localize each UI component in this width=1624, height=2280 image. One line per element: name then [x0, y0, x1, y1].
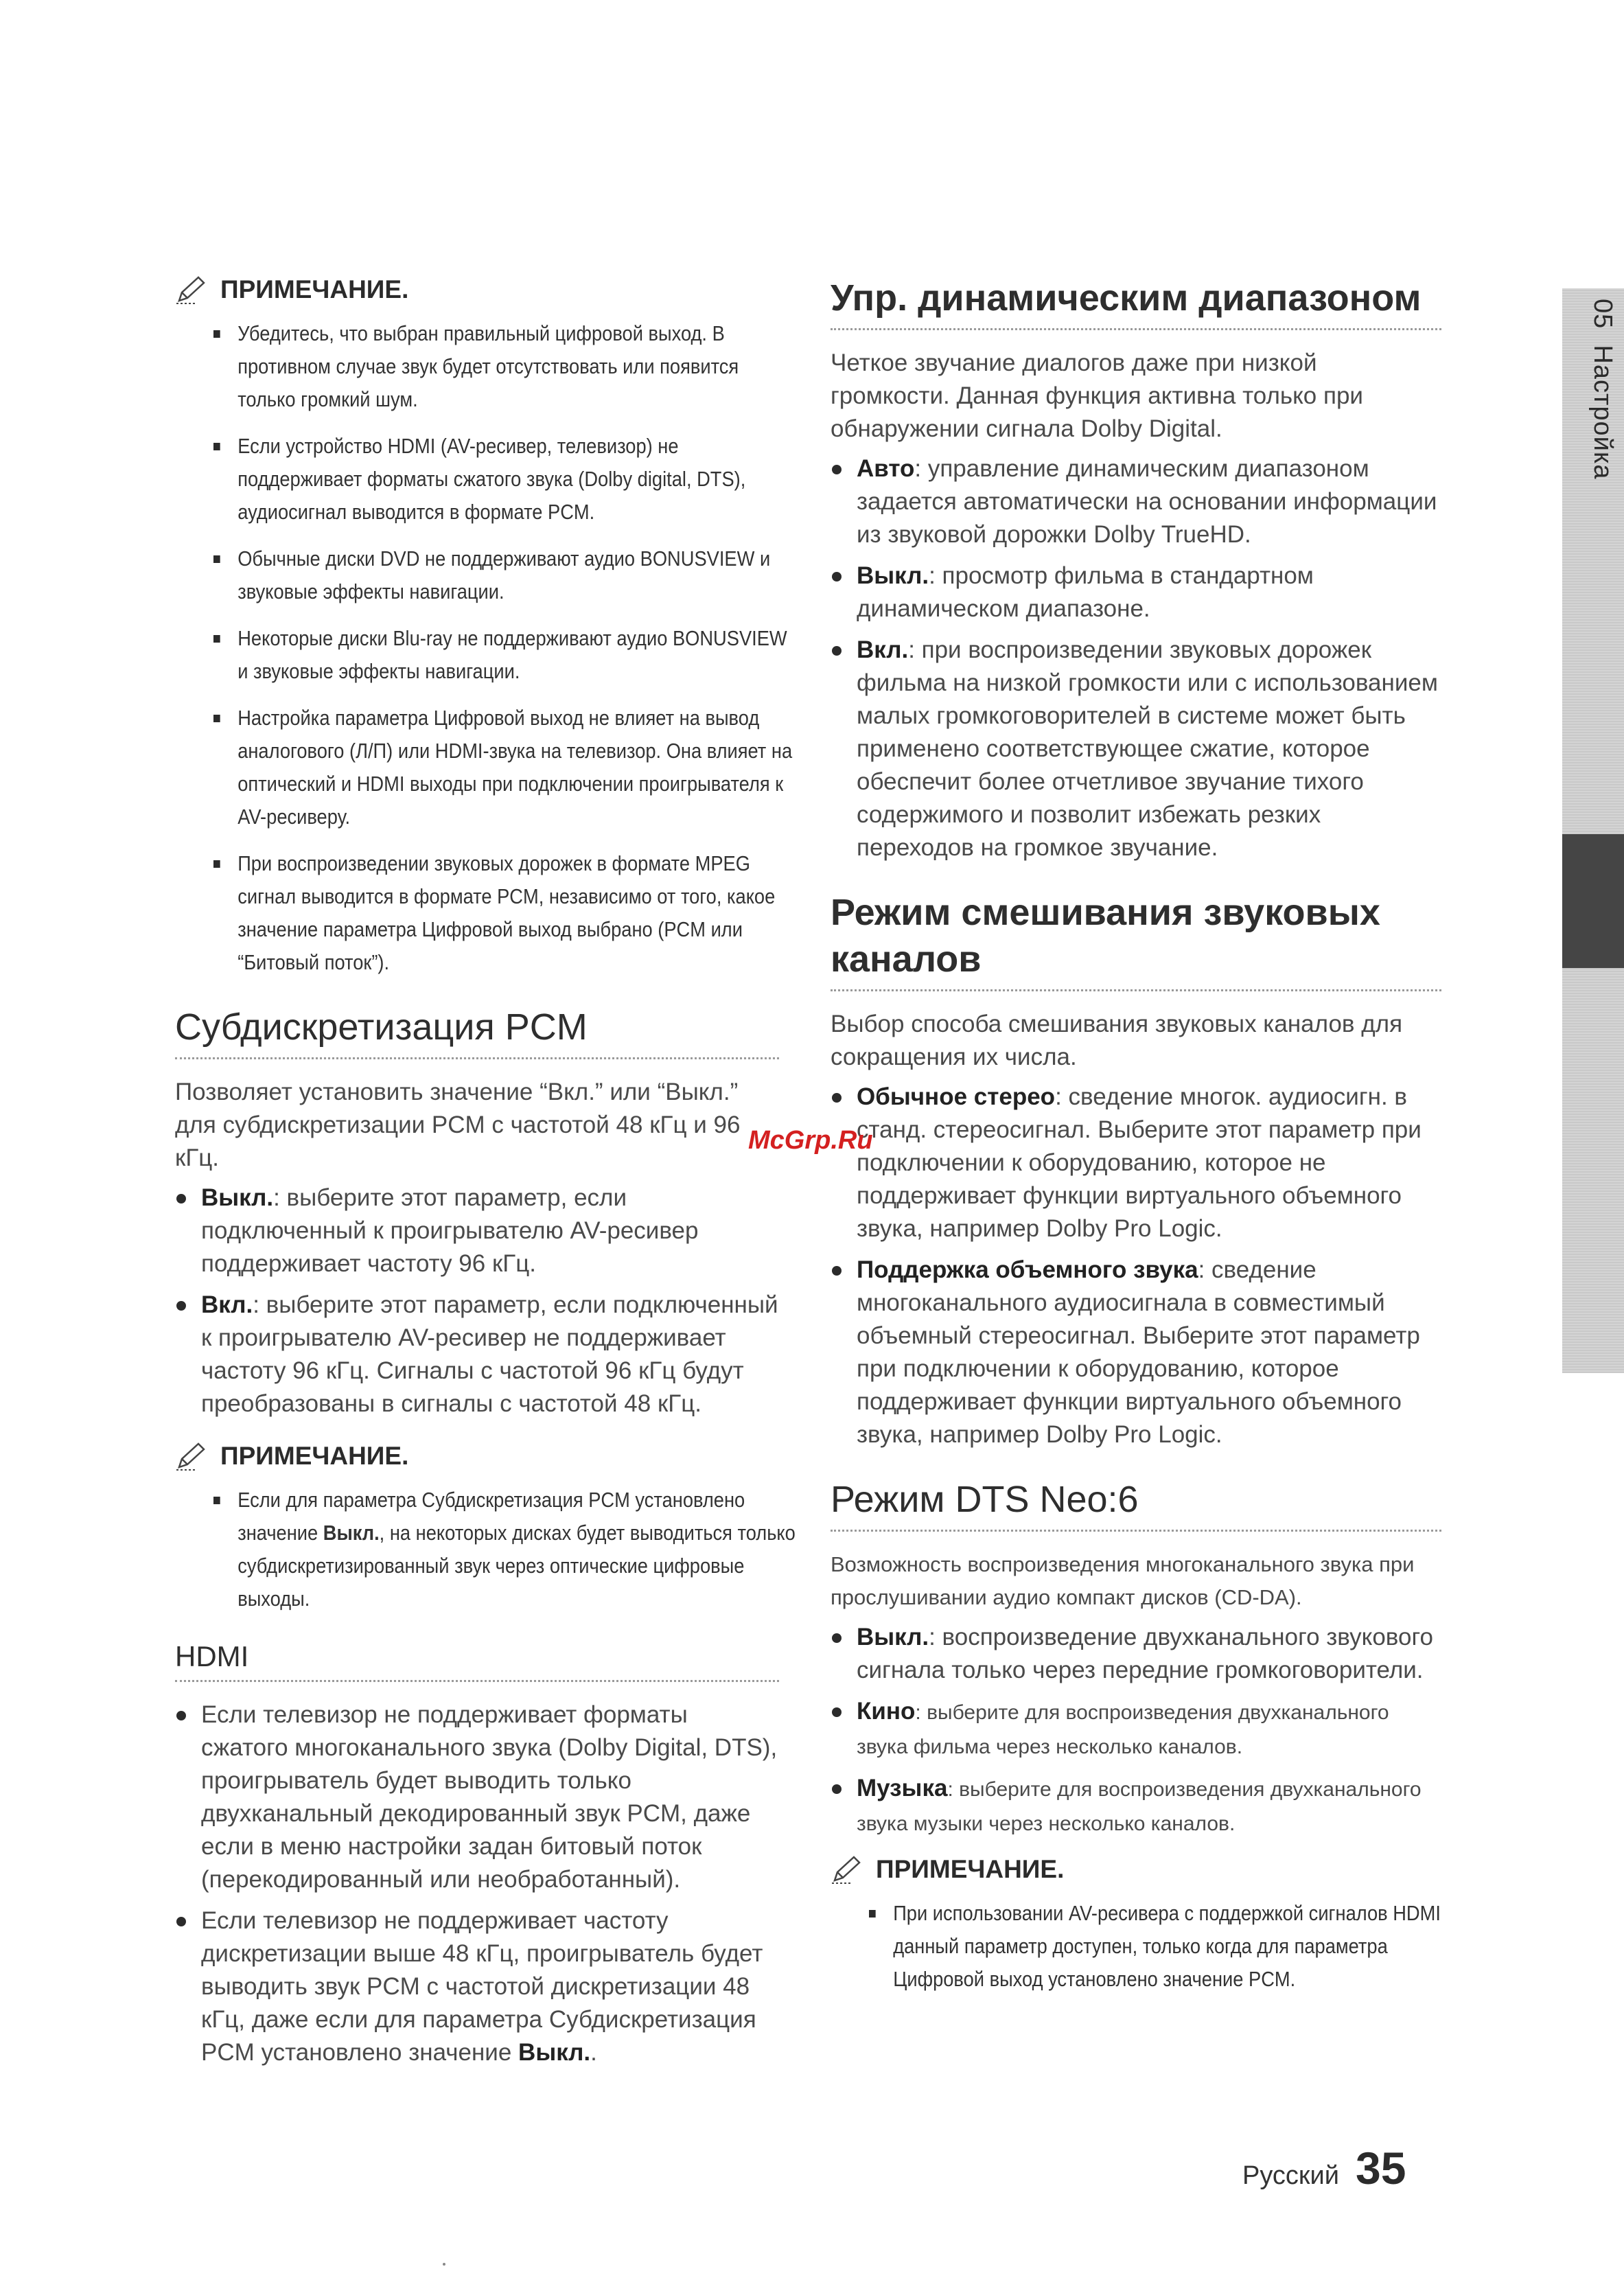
note-item: Настройка параметра Цифровой выход не влияет на вывод аналогового (Л/П) или HDMI-звука на телевизор. Она влияет на оптический и HDMI выходы при подключении проигрывателя к AV-ресиверу. — [213, 702, 800, 833]
left-column — [175, 275, 796, 2077]
pencil-note-icon — [831, 1854, 863, 1885]
note-heading: ПРИМЕЧАНИЕ. — [831, 1854, 1441, 1885]
option-item: Авто: управление динамическим диапазоном задается автоматически на основании информации из звуковой дорожки Dolby TrueHD. — [831, 452, 1441, 551]
note-list — [213, 317, 793, 979]
chapter-side-label — [1569, 299, 1617, 479]
section-intro: Возможность воспроизведения многоканального звука при прослушивании аудио компакт дисков (CD-DA). — [831, 1552, 1415, 1609]
chapter-number: 05 — [1588, 299, 1617, 330]
section-divider — [175, 1057, 779, 1059]
section-intro: Выбор способа смешивания звуковых каналов для сокращения их числа. — [831, 1011, 1403, 1070]
right-column — [831, 275, 1441, 2010]
note-item: Если для параметра Субдискретизация PCM установлено значение Выкл., на некоторых дисках будет выводиться только субдискретизированный звук через оптические цифровые выходы. — [213, 1484, 800, 1615]
pencil-note-icon — [175, 275, 208, 305]
chapter-title: Настройка — [1588, 345, 1617, 480]
option-list — [831, 452, 1441, 864]
option-item: Поддержка объемного звука: сведение многоканального аудиосигнала в совместимый объемный стереосигнал. Выберите этот параметр при подключении к оборудованию, которое поддерживает функции виртуального объемного звука, например Dolby Pro Logic. — [831, 1254, 1441, 1451]
section-title-downmix: Режим смешивания звуковых каналов — [831, 892, 1380, 980]
note-heading: ПРИМЕЧАНИЕ. — [175, 275, 779, 305]
note-item: Обычные диски DVD не поддерживают аудио BONUSVIEW и звуковые эффекты навигации. — [213, 542, 800, 608]
option-item: Выкл.: просмотр фильма в стандартном динамическом диапазоне. — [831, 560, 1441, 625]
option-item: Обычное стерео: сведение многок. аудиосигн. в станд. стереосигнал. Выберите этот параметр при подключении к оборудованию, которое не поддерживает функции виртуального объемного звука, например Dolby Pro Logic. — [831, 1081, 1441, 1245]
hdmi-item: Если телевизор не поддерживает частоту дискретизации выше 48 кГц, проигрыватель будет выводить звук PCM с частотой дискретизации 48 кГц, даже если для параметра Субдискретизация PCM установлено значение Выкл.. — [175, 1904, 779, 2069]
note-heading: ПРИМЕЧАНИЕ. — [175, 1441, 779, 1471]
print-dot — [443, 2263, 445, 2266]
section-intro: Позволяет установить значение “Вкл.” или “Выкл.” для субдискретизации PCM с частотой 48 кГц и 96 кГц. — [175, 1079, 741, 1171]
note-item: Некоторые диски Blu-ray не поддерживают аудио BONUSVIEW и звуковые эффекты навигации. — [213, 622, 800, 688]
chapter-side-marker — [1562, 834, 1624, 968]
option-item: Вкл.: выберите этот параметр, если подключенный к проигрывателю AV-ресивер не поддерживает частоту 96 кГц. Сигналы с частотой 96 кГц будут преобразованы в сигналы с частотой 48 кГц. — [175, 1289, 779, 1420]
note-item: Убедитесь, что выбран правильный цифровой выход. В противном случае звук будет отсутствовать или появится только громкий шум. — [213, 317, 800, 416]
note-item: При использовании AV-ресивера с поддержкой сигналов HDMI данный параметр доступен, только когда для параметра Цифровой выход установлено значение PCM. — [869, 1897, 1463, 1996]
section-intro: Четкое звучание диалогов даже при низкой громкости. Данная функция активна только при обнаружении сигнала Dolby Digital. — [831, 349, 1363, 442]
option-list — [175, 1182, 779, 1420]
hdmi-item: Если телевизор не поддерживает форматы сжатого многоканального звука (Dolby Digital, DTS), проигрыватель будет выводить только двухканальный декодированный звук PCM, даже если в меню настройки задан битовый поток (перекодированный или необработанный). — [175, 1699, 779, 1896]
option-item: Вкл.: при воспроизведении звуковых дорожек фильма на низкой громкости или с использованием малых громкоговорителей в системе может быть применено соответствующее сжатие, которое обеспечит более отчетливое звучание тихого содержимого и позволит избежать резких переходов на громкое звучание. — [831, 634, 1441, 864]
option-item: Кино: выберите для воспроизведения двухканального звука фильма через несколько каналов. — [831, 1695, 1441, 1764]
section-divider — [831, 328, 1441, 330]
watermark-text: McGrp.Ru — [748, 1126, 873, 1155]
option-item: Выкл.: выберите этот параметр, если подключенный к проигрывателю AV-ресивер поддерживает частоту 96 кГц. — [175, 1182, 779, 1280]
page-footer — [1242, 2142, 1406, 2194]
pencil-note-icon — [175, 1441, 208, 1471]
option-item: Выкл.: воспроизведение двухканального звукового сигнала только через передние громкоговорители. — [831, 1621, 1441, 1687]
section-title-hdmi: HDMI — [175, 1640, 249, 1672]
section-divider — [175, 1680, 779, 1682]
option-list — [831, 1081, 1441, 1451]
note-item: Если устройство HDMI (AV-ресивер, телевизор) не поддерживает форматы сжатого звука (Dolby digital, DTS), аудиосигнал выводится в формате PCM. — [213, 430, 800, 529]
section-title-pcm: Субдискретизация PCM — [175, 1006, 588, 1048]
note-list — [213, 1484, 796, 1615]
section-title-drc: Упр. динамическим диапазоном — [831, 277, 1422, 319]
hdmi-list — [175, 1699, 779, 2069]
section-divider — [831, 1530, 1441, 1532]
option-list — [831, 1621, 1441, 1841]
page-number: 35 — [1356, 2143, 1406, 2193]
note-item: При воспроизведении звуковых дорожек в формате MPEG сигнал выводится в формате PCM, независимо от того, какое значение параметра Цифровой выход выбрано (PCM или “Битовый поток”). — [213, 847, 800, 979]
page-language: Русский — [1242, 2161, 1339, 2190]
section-title-dts: Режим DTS Neo:6 — [831, 1479, 1139, 1520]
section-divider — [831, 989, 1441, 991]
note-list — [869, 1897, 1441, 1996]
option-item: Музыка: выберите для воспроизведения двухканального звука музыки через несколько каналов. — [831, 1772, 1441, 1841]
